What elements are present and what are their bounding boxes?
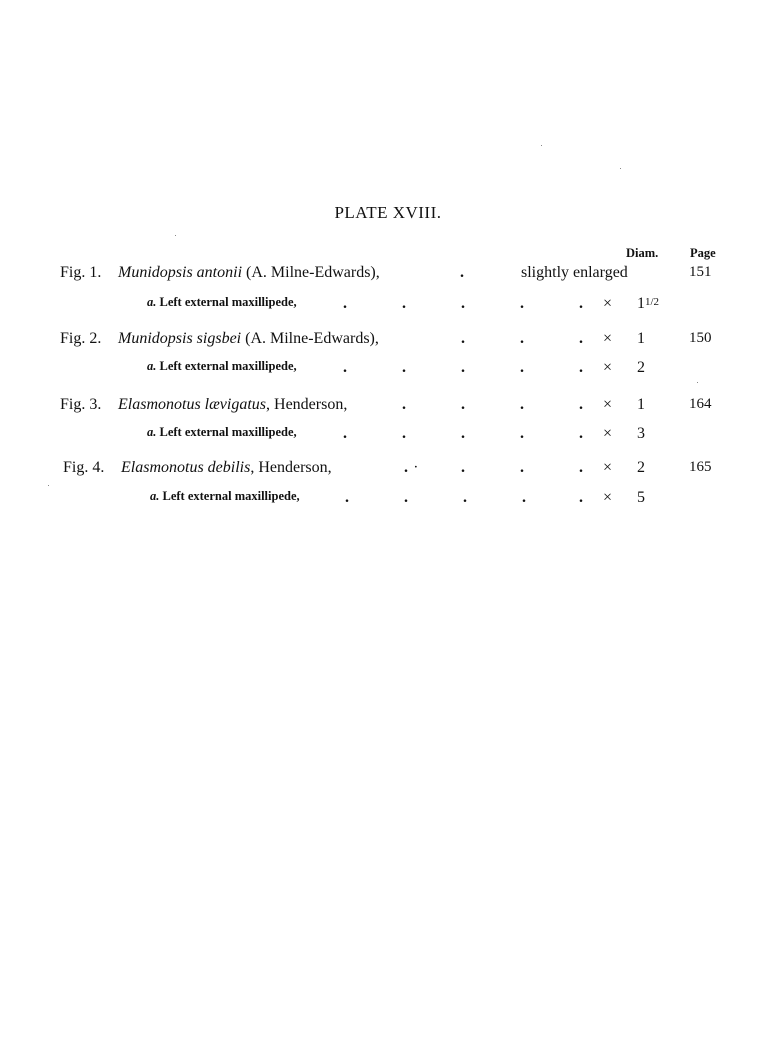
leader-dot: .	[404, 459, 408, 476]
figure-subentry-3a	[0, 425, 776, 447]
scan-speck	[541, 145, 542, 146]
leader-dot: .	[463, 489, 467, 506]
magnification: 1	[637, 396, 645, 413]
scan-speck	[48, 485, 49, 486]
figure-entry-3	[0, 396, 776, 418]
figure-entry-2	[0, 330, 776, 352]
leader-dot: .	[402, 396, 406, 413]
leader-dot: .	[522, 489, 526, 506]
figure-name	[118, 264, 380, 282]
magnification: 5	[637, 489, 645, 506]
times-sign: ×	[603, 396, 613, 413]
times-sign: ×	[603, 459, 613, 476]
magnification: 2	[637, 359, 645, 376]
leader-dot: .	[520, 330, 524, 347]
plate-title: PLATE XVIII.	[334, 203, 442, 222]
leader-dot: .	[579, 489, 583, 506]
leader-dot: .	[520, 425, 524, 442]
figure-subentry-4a	[0, 489, 776, 511]
page-number: 164	[689, 396, 712, 412]
leader-dot: .	[461, 425, 465, 442]
page-number: 151	[689, 264, 712, 280]
species-authority: (A. Milne-Edwards),	[242, 264, 380, 281]
subentry-label: a. Left external maxillipede,	[147, 425, 297, 439]
leader-dot: .	[402, 425, 406, 442]
magnification: 2	[637, 459, 645, 476]
subentry-label: a. Left external maxillipede,	[147, 359, 297, 373]
times-sign: ×	[603, 425, 613, 442]
leader-dot: .	[520, 396, 524, 413]
species-name: Munidopsis sigsbei	[118, 330, 242, 347]
subentry-label: a. Left external maxillipede,	[147, 295, 297, 309]
times-sign: ×	[603, 359, 613, 376]
magnification: 1	[637, 330, 645, 347]
figure-label: Fig. 1.	[60, 264, 102, 281]
leader-dot: .	[343, 295, 347, 312]
leader-dot: .	[345, 489, 349, 506]
times-sign: ×	[603, 295, 613, 312]
leader-dot: .	[461, 396, 465, 413]
leader-dot: .	[404, 489, 408, 506]
figure-subentry-1a	[0, 295, 776, 317]
species-name: Elasmonotus debilis	[121, 459, 251, 476]
leader-dot: .	[343, 359, 347, 376]
page-number: 165	[689, 459, 712, 475]
species-authority: , Henderson,	[250, 459, 332, 476]
leader-dot: .	[460, 264, 464, 281]
figure-entry-1	[0, 264, 776, 286]
leader-dot: .	[402, 359, 406, 376]
page-column-header: Page	[690, 246, 716, 260]
figure-subentry-2a	[0, 359, 776, 381]
scan-speck	[175, 235, 176, 236]
leader-dot: .	[579, 396, 583, 413]
times-sign: ×	[603, 489, 613, 506]
leader-dot: .	[461, 459, 465, 476]
scan-speck	[620, 168, 621, 169]
species-authority: (A. Milne-Edwards),	[241, 330, 379, 347]
figure-name	[121, 459, 332, 477]
times-sign: ×	[603, 330, 613, 347]
magnification: slightly enlarged	[521, 264, 628, 281]
page-number: 150	[689, 330, 712, 346]
leader-dot: .	[461, 295, 465, 312]
magnification: 11/2	[637, 295, 660, 312]
leader-dot: .	[579, 425, 583, 442]
leader-dot: .	[461, 359, 465, 376]
leader-dot: .	[402, 295, 406, 312]
magnification: 3	[637, 425, 645, 442]
figure-name	[118, 330, 379, 348]
leader-dot: .	[343, 425, 347, 442]
leader-dot: .	[461, 330, 465, 347]
species-name: Elasmonotus lævigatus	[118, 396, 267, 413]
subentry-label: a. Left external maxillipede,	[150, 489, 300, 503]
figure-label: Fig. 3.	[60, 396, 102, 413]
leader-dot: ·	[414, 461, 418, 473]
figure-label: Fig. 4.	[63, 459, 105, 476]
leader-dot: .	[520, 295, 524, 312]
leader-dot: .	[579, 330, 583, 347]
figure-label: Fig. 2.	[60, 330, 102, 347]
leader-dot: .	[520, 359, 524, 376]
species-authority: , Henderson,	[266, 396, 348, 413]
leader-dot: .	[579, 359, 583, 376]
figure-name	[118, 396, 347, 414]
leader-dot: .	[579, 295, 583, 312]
leader-dot: .	[579, 459, 583, 476]
scan-speck	[697, 382, 698, 383]
leader-dot: .	[520, 459, 524, 476]
species-name: Munidopsis antonii	[118, 264, 243, 281]
figure-entry-4	[0, 459, 776, 481]
diam-column-header: Diam.	[626, 246, 659, 260]
